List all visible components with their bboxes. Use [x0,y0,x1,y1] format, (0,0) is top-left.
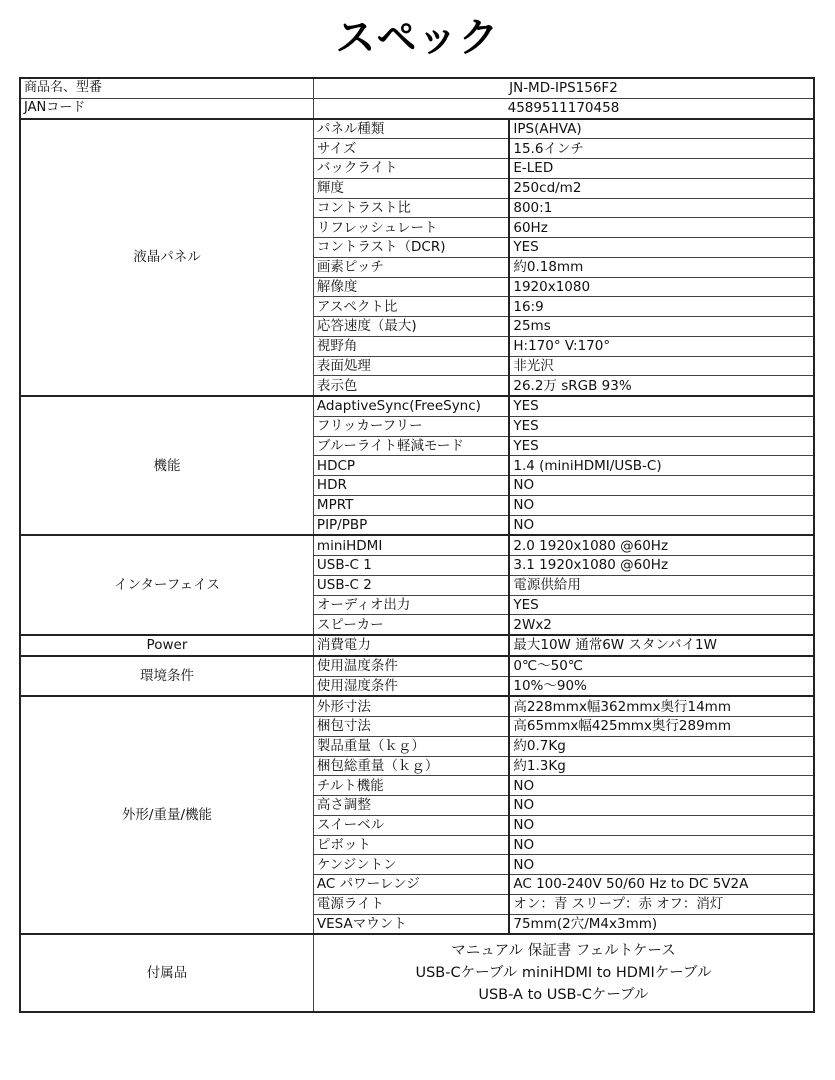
spec-value: NO [509,776,814,796]
accessories-list [313,934,814,1012]
table-row-model [20,78,814,98]
spec-key: 消費電力 [313,635,509,656]
spec-key: アスペクト比 [313,297,509,317]
spec-value: 250cd/m2 [509,178,814,198]
table-row [20,696,814,716]
spec-value: 1.4 (miniHDMI/USB-C) [509,456,814,476]
spec-value: 0℃～50℃ [509,656,814,676]
spec-key: スイーベル [313,815,509,835]
spec-key: リフレッシュレート [313,218,509,238]
spec-key: 表面処理 [313,356,509,376]
spec-key: ピボット [313,835,509,855]
spec-key: 使用温度条件 [313,656,509,676]
spec-key: 使用湿度条件 [313,676,509,696]
spec-key: コントラスト（DCR) [313,238,509,258]
spec-value: オン：青 スリープ：赤 オフ：消灯 [509,894,814,914]
spec-value: YES [509,436,814,456]
spec-key: コントラスト比 [313,198,509,218]
spec-value: AC 100-240V 50/60 Hz to DC 5V2A [509,875,814,895]
spec-value: YES [509,238,814,258]
spec-value: NO [509,855,814,875]
spec-key: 電源ライト [313,894,509,914]
spec-value: NO [509,515,814,535]
spec-key: オーディオ出力 [313,595,509,615]
spec-value: 約1.3Kg [509,756,814,776]
spec-key: 輝度 [313,178,509,198]
accessory-line: USB-Cケーブル miniHDMI to HDMIケーブル [415,965,712,982]
spec-value: 26.2万 sRGB 93% [509,376,814,396]
table-row [20,119,814,139]
model-value: JN-MD-IPS156F2 [313,78,814,98]
category-label: 液晶パネル [20,119,313,397]
spec-value: 60Hz [509,218,814,238]
table-row [20,656,814,676]
spec-key: 梱包寸法 [313,717,509,737]
spec-key: 表示色 [313,376,509,396]
spec-value: 約0.7Kg [509,736,814,756]
spec-value: YES [509,595,814,615]
spec-value: 1920x1080 [509,277,814,297]
spec-value: 75mm(2穴/M4x3mm) [509,914,814,934]
spec-value: E-LED [509,159,814,179]
category-label: インターフェイス [20,535,313,635]
spec-key: ブルーライト軽減モード [313,436,509,456]
spec-key: 応答速度（最大) [313,317,509,337]
spec-value: 25ms [509,317,814,337]
spec-value: NO [509,476,814,496]
spec-value: 800:1 [509,198,814,218]
table-row [20,396,814,416]
accessories-label: 付属品 [20,934,313,1012]
category-label: 機能 [20,396,313,535]
spec-key: USB-C 2 [313,575,509,595]
spec-key: ケンジントン [313,855,509,875]
spec-key: 解像度 [313,277,509,297]
spec-key: AdaptiveSync(FreeSync) [313,396,509,416]
category-label: 外形/重量/機能 [20,696,313,934]
spec-value: 2Wx2 [509,615,814,635]
jan-label: JANコード [20,98,313,118]
spec-value: 16:9 [509,297,814,317]
spec-key: スピーカー [313,615,509,635]
spec-key: フリッカーフリー [313,416,509,436]
spec-value: H:170° V:170° [509,336,814,356]
spec-key: VESAマウント [313,914,509,934]
spec-key: HDCP [313,456,509,476]
accessory-line: USB-A to USB-Cケーブル [478,987,649,1004]
table-row-accessories [20,934,814,1012]
spec-value: YES [509,416,814,436]
spec-key: サイズ [313,139,509,159]
spec-table [19,77,815,1013]
category-label: Power [20,635,313,656]
spec-value: NO [509,796,814,816]
model-label: 商品名、型番 [20,78,313,98]
spec-value: NO [509,835,814,855]
spec-value: 2.0 1920x1080 @60Hz [509,535,814,555]
spec-key: チルト機能 [313,776,509,796]
spec-key: 視野角 [313,336,509,356]
spec-value: YES [509,396,814,416]
spec-key: 製品重量（ｋｇ） [313,736,509,756]
category-label: 環境条件 [20,656,313,697]
spec-value: 高65mmx幅425mmx奥行289mm [509,717,814,737]
spec-value: 高228mmx幅362mmx奥行14mm [509,696,814,716]
spec-key: 外形寸法 [313,696,509,716]
spec-value: NO [509,815,814,835]
spec-key: PIP/PBP [313,515,509,535]
spec-key: バックライト [313,159,509,179]
spec-key: パネル種類 [313,119,509,139]
spec-value: NO [509,495,814,515]
spec-value: IPS(AHVA) [509,119,814,139]
accessory-line: マニュアル 保証書 フェルトケース [451,943,676,960]
spec-value: 非光沢 [509,356,814,376]
spec-value: 15.6インチ [509,139,814,159]
jan-value: 4589511170458 [313,98,814,118]
spec-value: 最大10W 通常6W スタンバイ1W [509,635,814,656]
spec-value: 3.1 1920x1080 @60Hz [509,556,814,576]
spec-key: 高さ調整 [313,796,509,816]
table-row [20,535,814,555]
spec-key: AC パワーレンジ [313,875,509,895]
spec-key: HDR [313,476,509,496]
spec-key: MPRT [313,495,509,515]
spec-key: 画素ピッチ [313,257,509,277]
spec-key: USB-C 1 [313,556,509,576]
page-title: スペック [335,15,500,61]
table-row-jan [20,98,814,118]
spec-value: 10%～90% [509,676,814,696]
spec-key: 梱包総重量（ｋｇ） [313,756,509,776]
table-row [20,635,814,656]
spec-value: 約0.18mm [509,257,814,277]
spec-value: 電源供給用 [509,575,814,595]
spec-key: miniHDMI [313,535,509,555]
